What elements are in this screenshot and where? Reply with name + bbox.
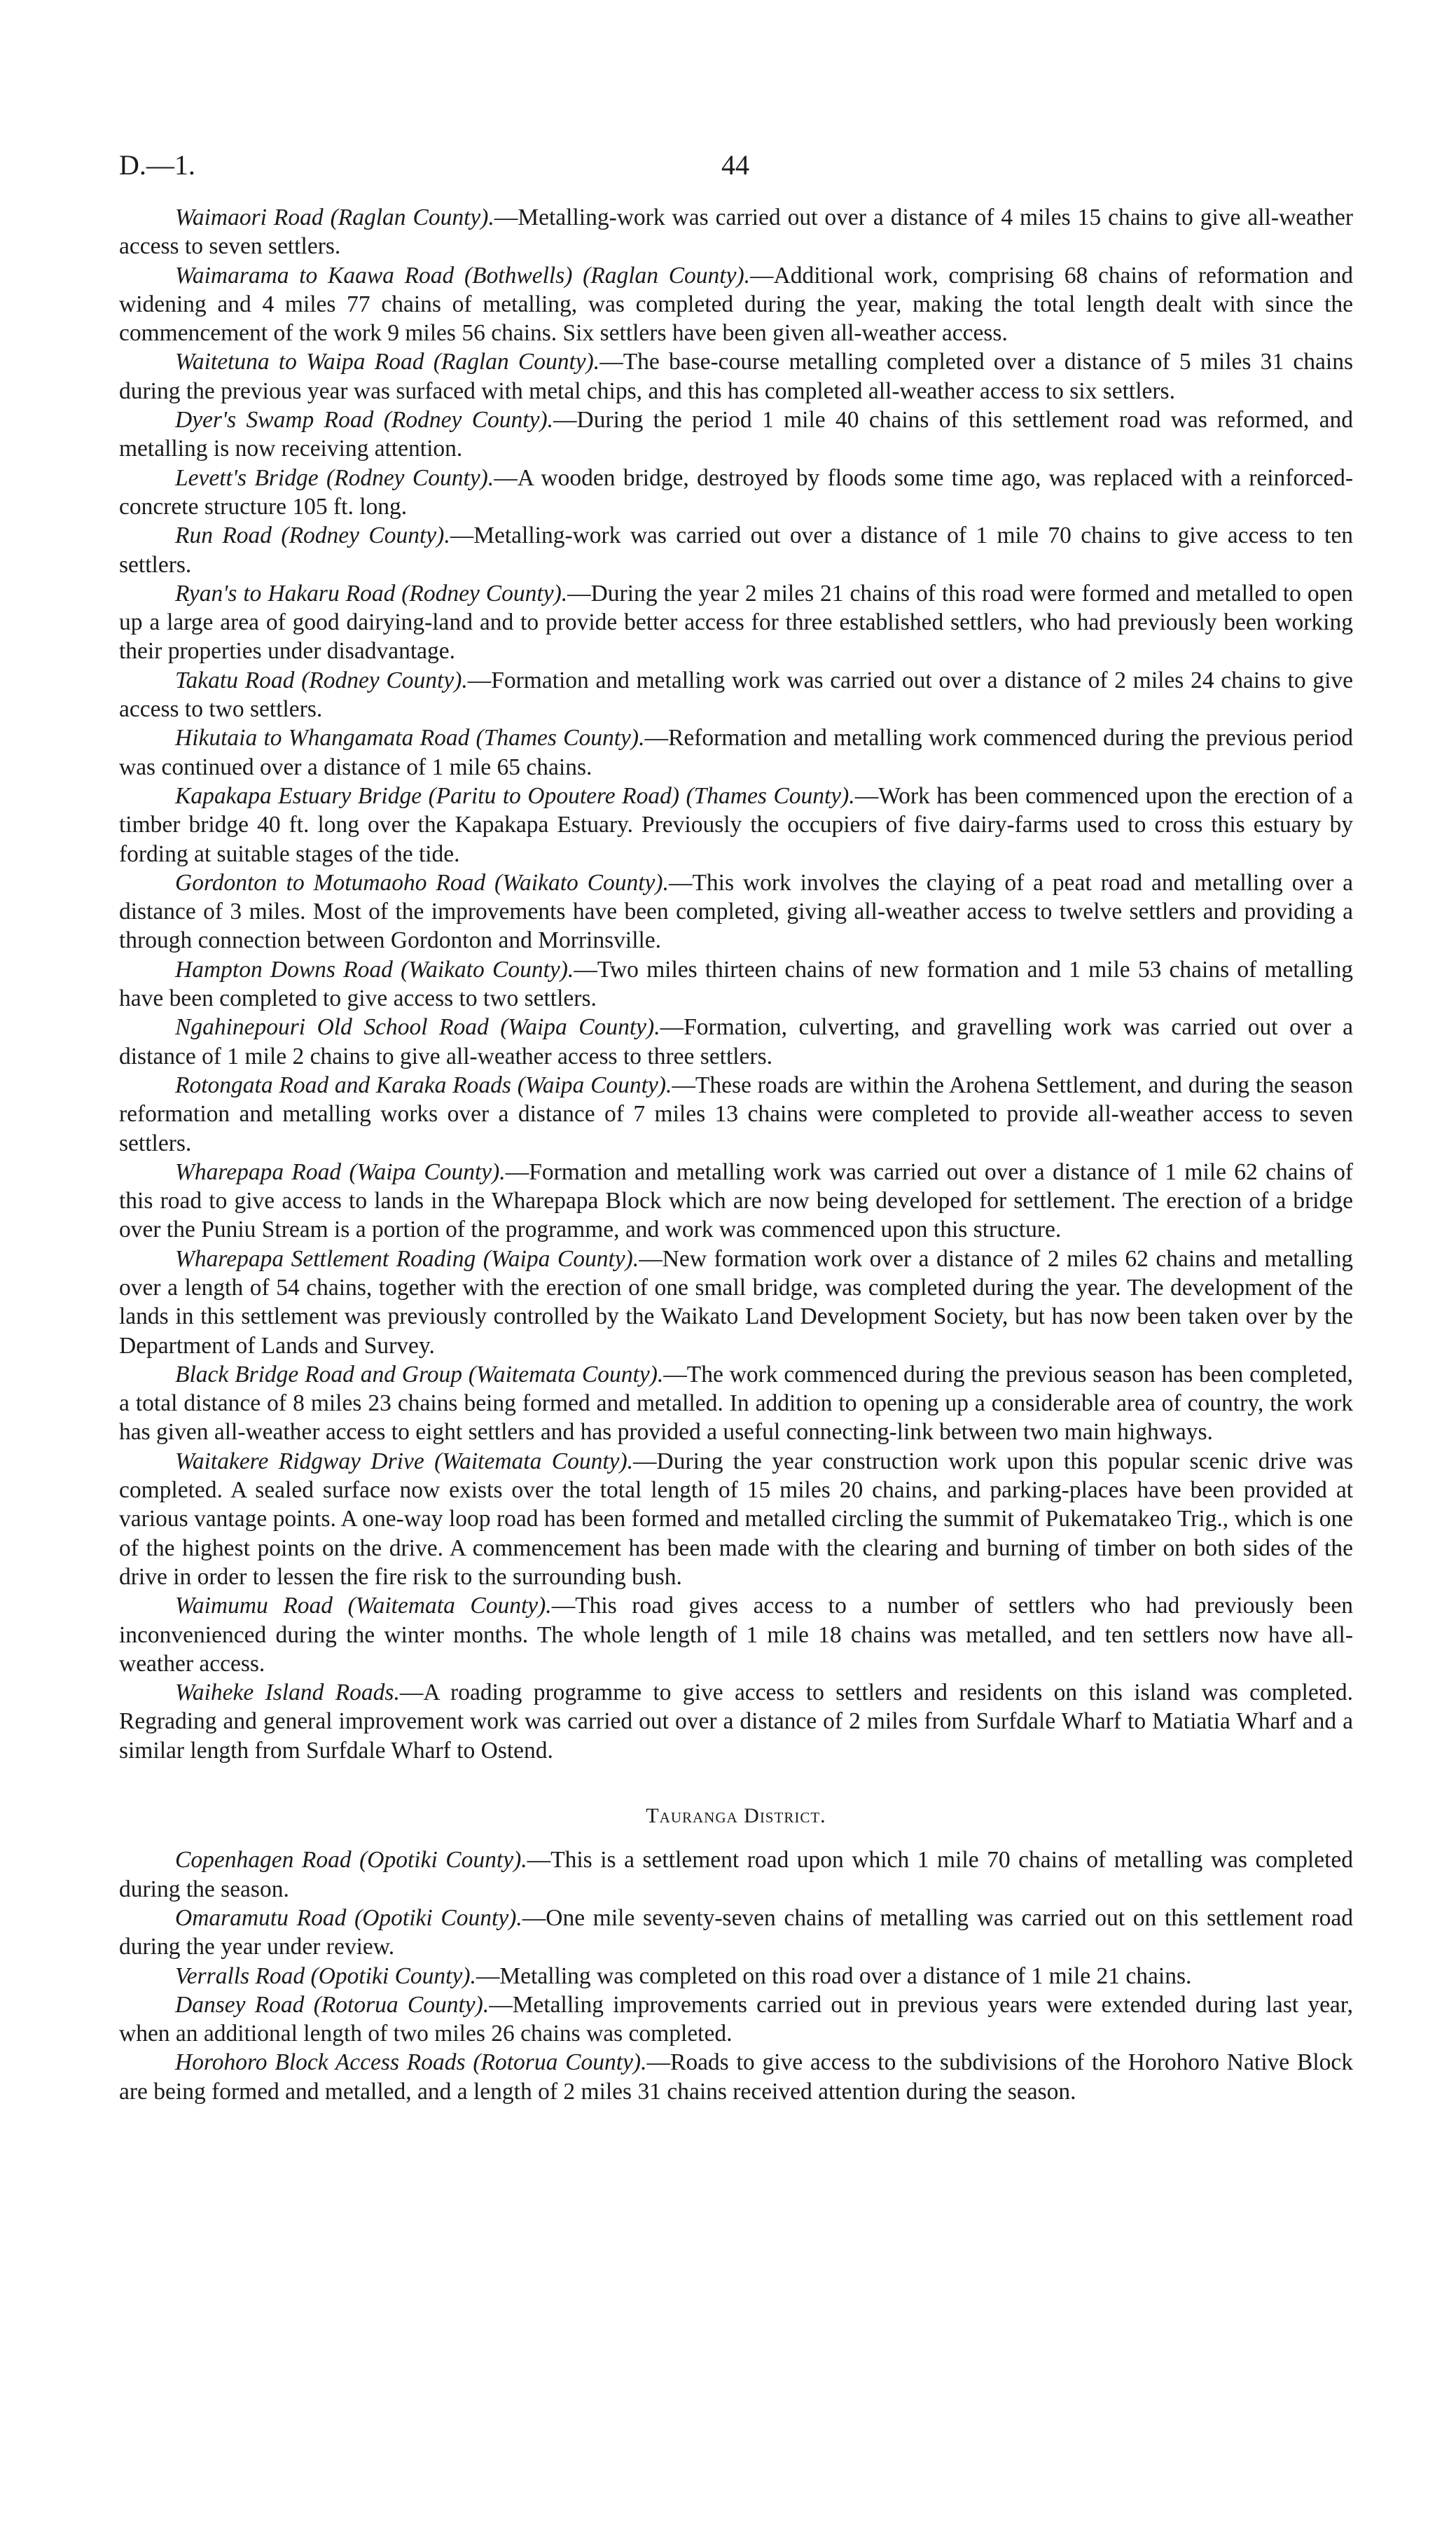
- paragraph-text: —One mile seventy-seven chains of metalling was carried out on this settlement road during the year under review.: [119, 1904, 1354, 1960]
- paragraph-heading: Kapakapa Estuary Bridge (Paritu to Opoutere Road) (Thames County).: [175, 782, 855, 809]
- paragraph: [119, 203, 1353, 261]
- paragraph-heading: Black Bridge Road and Group (Waitemata County).: [175, 1361, 664, 1387]
- paragraph: [119, 1990, 1353, 2049]
- paragraph-heading: Levett's Bridge (Rodney County).: [175, 464, 494, 491]
- paragraph: [119, 1904, 1353, 1962]
- paragraph: [119, 1591, 1353, 1678]
- paragraph: [119, 1071, 1353, 1158]
- paragraph: [119, 579, 1353, 666]
- paragraph: [119, 347, 1353, 406]
- paragraph: [119, 1158, 1353, 1245]
- paragraph: [119, 1962, 1353, 1990]
- paragraph-heading: Copenhagen Road (Opotiki County).: [175, 1847, 527, 1874]
- paragraph-heading: Waiheke Island Roads.: [175, 1680, 400, 1706]
- paragraph-heading: Dansey Road (Rotorua County).: [175, 1991, 490, 2018]
- paragraph-text: —A wooden bridge, destroyed by floods some time ago, was replaced with a reinforced-concrete structure 105 ft. long.: [119, 464, 1353, 520]
- paragraph-heading: Ryan's to Hakaru Road (Rodney County).: [175, 580, 568, 607]
- paragraph-text: —A roading programme to give access to settlers and residents on this island was completed. Regrading and general improvement work was carried out over a distance of 2 miles from Surfdale Wharf to Matiatia Wharf and a similar length from Surfdale Wharf to Ostend.: [119, 1680, 1354, 1764]
- paragraph-heading: Hikutaia to Whangamata Road (Thames County).: [175, 725, 645, 752]
- paragraph-text: —Additional work, comprising 68 chains of reformation and widening and 4 miles 77 chains of metalling, was completed during the year, making the total length dealt with since the commencement of the work 9 miles 56 chains. Six settlers have been given all-weather access.: [119, 262, 1353, 347]
- paragraph-text: —New formation work over a distance of 2 miles 62 chains and metalling over a length of 54 chains, together with the erection of one small bridge, was completed during the year. The development of the lands in this settlement was previously controlled by the Waikato Land Development Society, but has now been taken over by the Department of Lands and Survey.: [119, 1245, 1353, 1359]
- paragraph-heading: Gordonton to Motumaoho Road (Waikato County).: [175, 869, 669, 896]
- paragraph: [119, 868, 1353, 955]
- paragraph-text: —Work has been commenced upon the erection of a timber bridge 40 ft. long over the Kapakapa Estuary. Previously the occupiers of five dairy-farms used to cross this estuary by fording at suitable stages of the tide.: [119, 782, 1353, 867]
- paragraph-heading: Hampton Downs Road (Waikato County).: [175, 956, 574, 983]
- paragraph: [119, 1245, 1353, 1360]
- paragraph-text: —Metalling-work was carried out over a distance of 1 mile 70 chains to give access to ten settlers.: [119, 522, 1353, 578]
- paragraph-text: —Metalling-work was carried out over a distance of 4 miles 15 chains to give all-weather access to seven settlers.: [119, 205, 1353, 260]
- paragraph-heading: Horohoro Block Access Roads (Rotorua County).: [175, 2049, 647, 2076]
- page-header: [119, 148, 1353, 191]
- paragraph-text: —Reformation and metalling work commenced during the previous period was continued over a distance of 1 mile 65 chains.: [119, 725, 1353, 780]
- page-body: [119, 203, 1353, 2106]
- paragraph: [119, 1013, 1353, 1071]
- paragraph-text: —Two miles thirteen chains of new formation and 1 mile 53 chains of metalling have been completed to give access to two settlers.: [119, 956, 1353, 1012]
- paragraph-text: —Metalling was completed on this road over a distance of 1 mile 21 chains.: [476, 1962, 1192, 1989]
- paragraph-text: —Formation and metalling work was carried out over a distance of 2 miles 24 chains to give access to two settlers.: [119, 667, 1353, 723]
- document-reference: D.—1.: [119, 149, 195, 181]
- paragraph: [119, 464, 1353, 522]
- paragraph-text: —This is a settlement road upon which 1 mile 70 chains of metalling was completed during the season.: [119, 1847, 1353, 1902]
- paragraph: [119, 261, 1353, 348]
- paragraph-heading: Waimarama to Kaawa Road (Bothwells) (Raglan County).: [175, 262, 751, 289]
- paragraph-text: —The work commenced during the previous season has been completed, a total distance of 8 miles 23 chains being formed and metalled. In addition to opening up a considerable area of country, the work has given all-weather access to eight settlers and has provided a useful connecting-link between two main highways.: [119, 1361, 1354, 1446]
- paragraph: [119, 723, 1353, 782]
- paragraph: [119, 521, 1353, 579]
- tauranga-paragraphs: [119, 1846, 1353, 2106]
- paragraph-heading: Dyer's Swamp Road (Rodney County).: [175, 407, 553, 434]
- paragraph: [119, 955, 1353, 1013]
- paragraph: [119, 1846, 1353, 1904]
- paragraph-text: —During the year 2 miles 21 chains of this road were formed and metalled to open up a large area of good dairying-land and to provide better access for three established settlers, who had previously been working their properties under disadvantage.: [119, 580, 1353, 665]
- paragraph-heading: Ngahinepouri Old School Road (Waipa County).: [175, 1014, 660, 1041]
- section-heading-text: Tauranga District.: [646, 1804, 826, 1828]
- paragraph: [119, 2048, 1353, 2106]
- page-number: 44: [721, 149, 749, 181]
- paragraph-heading: Verralls Road (Opotiki County).: [175, 1962, 476, 1989]
- paragraph: [119, 1678, 1353, 1765]
- paragraph-heading: Takatu Road (Rodney County).: [175, 667, 468, 693]
- paragraph-text: —During the year construction work upon this popular scenic drive was completed. A sealed surface now exists over the total length of 15 miles 20 chains, and parking-places have been provided at various vantage points. A one-way loop road has been formed and metalled circling the summit of Pukematakeo Trig., which is one of the highest points on the drive. A commencement has been made with the clearing and burning of timber on both sides of the drive in order to lessen the fire risk to the surrounding bush.: [119, 1448, 1353, 1590]
- paragraph-heading: Omaramutu Road (Opotiki County).: [175, 1904, 522, 1931]
- paragraph-heading: Waimaori Road (Raglan County).: [175, 205, 494, 230]
- paragraph-heading: Waitakere Ridgway Drive (Waitemata County).: [175, 1448, 634, 1474]
- paragraph-text: —These roads are within the Arohena Settlement, and during the season reformation and metalling works over a distance of 7 miles 13 chains were completed to provide all-weather access to seven settlers.: [119, 1072, 1353, 1156]
- paragraph: [119, 666, 1353, 724]
- auckland-paragraphs: [119, 203, 1353, 1765]
- paragraph: [119, 406, 1353, 464]
- paragraph: [119, 1447, 1353, 1591]
- paragraph-text: —Metalling improvements carried out in previous years were extended during last year, when an additional length of two miles 26 chains was completed.: [119, 1991, 1353, 2047]
- paragraph-heading: Waitetuna to Waipa Road (Raglan County).: [175, 349, 600, 375]
- paragraph-text: —Roads to give access to the subdivisions of the Horohoro Native Block are being formed and metalled, and a length of 2 miles 31 chains received attention during the season.: [119, 2049, 1353, 2105]
- paragraph-heading: Waimumu Road (Waitemata County).: [175, 1593, 552, 1619]
- paragraph-text: —Formation, culverting, and gravelling work was carried out over a distance of 1 mile 2 chains to give all-weather access to three settlers.: [119, 1014, 1353, 1069]
- paragraph-text: —The base-course metalling completed over a distance of 5 miles 31 chains during the previous year was surfaced with metal chips, and this has completed all-weather access to six settlers.: [119, 349, 1353, 404]
- paragraph-heading: Run Road (Rodney County).: [175, 522, 450, 549]
- paragraph-text: —During the period 1 mile 40 chains of this settlement road was reformed, and metalling is now receiving attention.: [119, 407, 1354, 462]
- paragraph-text: —Formation and metalling work was carried out over a distance of 1 mile 62 chains of this road to give access to lands in the Wharepapa Block which are now being developed for settlement. The erection of a bridge over the Puniu Stream is a portion of the programme, and work was commenced upon this structure.: [119, 1158, 1353, 1243]
- paragraph-heading: Rotongata Road and Karaka Roads (Waipa County).: [175, 1072, 672, 1098]
- paragraph-heading: Wharepapa Settlement Roading (Waipa County).: [175, 1245, 639, 1272]
- paragraph: [119, 782, 1353, 868]
- paragraph-text: —This work involves the claying of a peat road and metalling over a distance of 3 miles. Most of the improvements have been completed, giving all-weather access to twelve settlers and providing a through connection between Gordonton and Morrinsville.: [119, 869, 1353, 954]
- paragraph-text: —This road gives access to a number of settlers who had previously been inconvenienced during the winter months. The whole length of 1 mile 18 chains was metalled, and ten settlers now have all-weather access.: [119, 1593, 1353, 1677]
- section-heading-tauranga: [119, 1801, 1353, 1830]
- paragraph-heading: Wharepapa Road (Waipa County).: [175, 1158, 506, 1185]
- paragraph: [119, 1360, 1353, 1447]
